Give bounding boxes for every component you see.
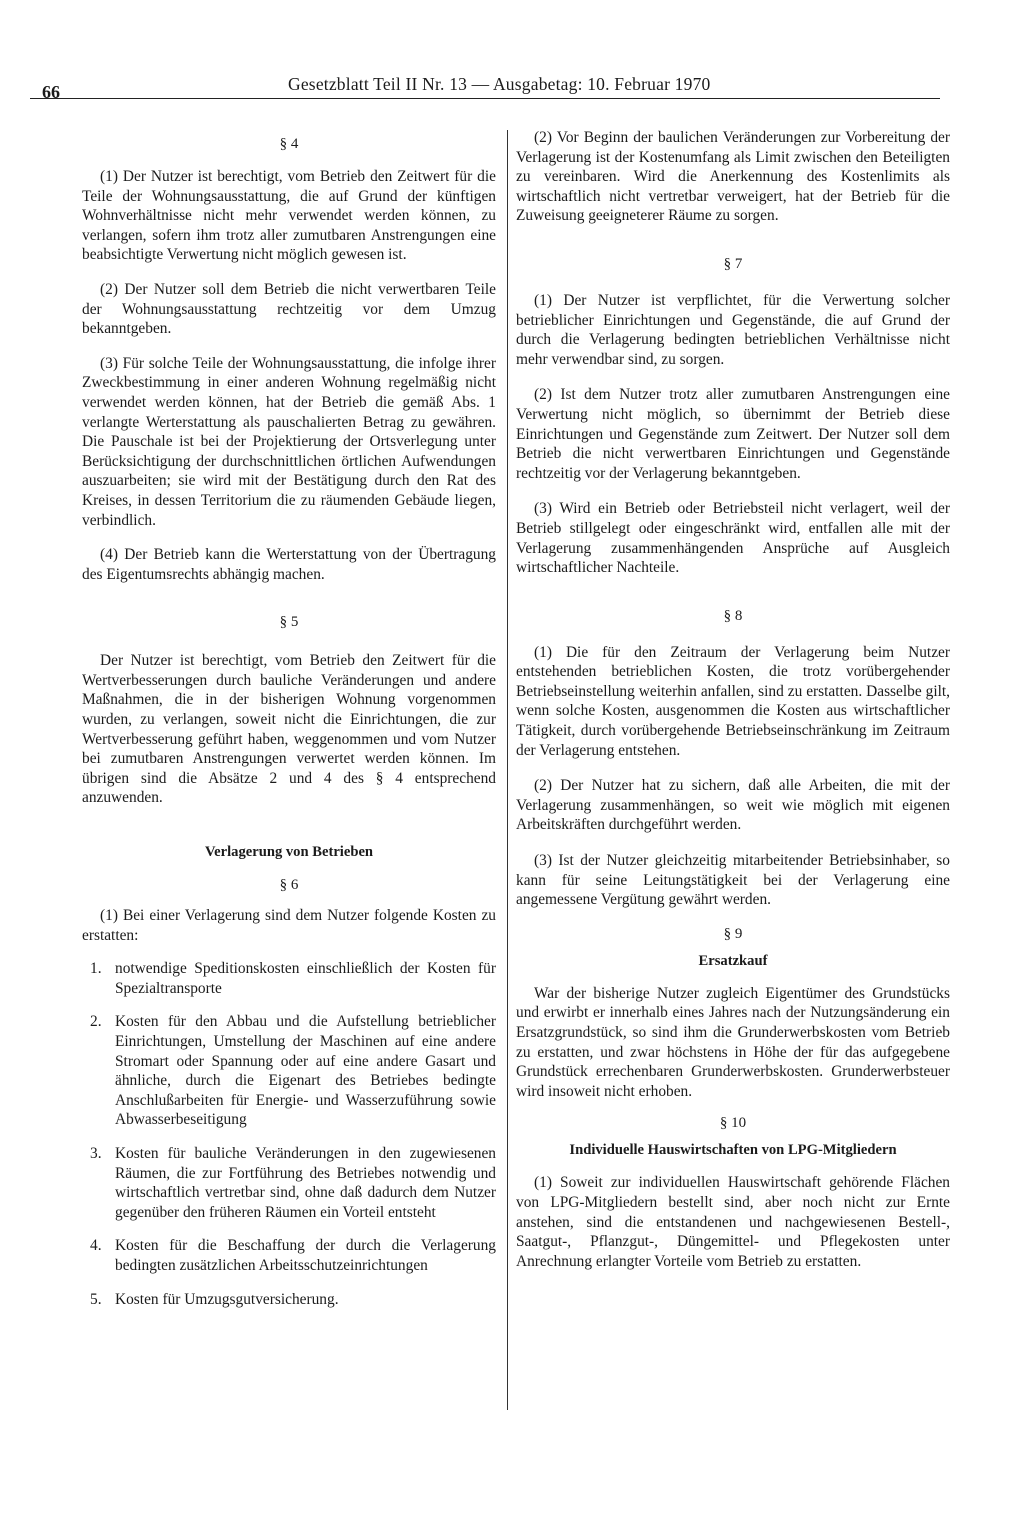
paragraph-4-3: (3) Für solche Teile der Wohnungsausstattung, die infolge ihrer Zweckbestimmung in einer anderen Wohnung regelmäßig nicht verwendet werden können, hat der Betrieb die gemäß Abs. 1 verlangte Werterstattung als pauschalierten Betrag zu gewähren. Die Pauschale ist bei der Projektierung der Ortsverlegung unter Berücksichtigung der durchschnittlichen örtlichen Aufwendungen auszuarbeiten; sie wird mit der Bestätigung durch den Rat des Kreises, in dessen Territorium die zu räumenden Gebäude liegen, verbindlich. bbox=[82, 354, 496, 529]
list-item-number: 2. bbox=[90, 1013, 102, 1031]
paragraph-6-2: (2) Vor Beginn der baulichen Veränderungen zur Vorbereitung der Verlagerung ist der Kostenumfang als Limit zwischen den Beteiligten zu vereinbaren. Wird die Anerkennung des Kostenlimits als wirtschaftlich nicht vertretbar verweigert, hat der Betrieb für die Zuweisung geeigneterer Räume zu sorgen. bbox=[516, 129, 950, 225]
paragraph-8-1: (1) Die für den Zeitraum der Verlagerung beim Nutzer entstehenden betrieblichen Kosten, die trotz vorübergehender Betriebseinstellung weiterhin anfallen, sind zu erstatten. Dasselbe gilt, wenn solche Kosten, ausgenommen die Kosten aus wirtschaftlicher Tätigkeit, durch vorübergehende Betriebseinschränkung im Zeitraum der Verlagerung entstehen. bbox=[516, 643, 950, 759]
section-heading-4: § 4 bbox=[279, 136, 299, 152]
page-header bbox=[30, 72, 940, 102]
list-item bbox=[82, 1290, 496, 1310]
section-heading-10: § 10 bbox=[719, 1115, 747, 1132]
section-heading-5: § 5 bbox=[279, 614, 299, 631]
section-heading-7: § 7 bbox=[723, 255, 743, 272]
paragraph-9-1: War der bisherige Nutzer zugleich Eigentümer des Grundstücks und erwirbt er innerhalb eines Jahres nach der Nutzungsänderung ein Ersatzgrundstück, so sind ihm die Grunderwerbskosten vom Betrieb zu erstatten, und zwar höchstens in Höhe der für das aufgegebene Grundstück errechenbaren Grunderwerbskosten. Grunderwerbsteuer wird insoweit nicht erhoben. bbox=[516, 984, 950, 1100]
header-rule bbox=[30, 98, 940, 99]
list-item-number: 5. bbox=[90, 1290, 102, 1308]
list-item bbox=[82, 1012, 496, 1130]
list-item-number: 1. bbox=[90, 960, 102, 978]
paragraph-4-4: (4) Der Betrieb kann die Werterstattung von der Übertragung des Eigentumsrechts abhängig machen. bbox=[82, 546, 496, 583]
paragraph-7-3: (3) Wird ein Betrieb oder Betriebsteil nicht verlagert, weil der Betrieb stillgelegt oder eingeschränkt wird, entfallen alle mit der Verlagerung zusammenhängenden Ansprüche auf Ausgleich wirtschaftlicher Nachteile. bbox=[516, 500, 950, 577]
paragraph-7-2: (2) Ist dem Nutzer trotz aller zumutbaren Anstrengungen eine Verwertung nicht möglich, so übernimmt der Betrieb diese Einrichtungen und Gegenstände zum Zeitwert. Der Nutzer soll dem Betrieb die nicht verwertbaren Einrichtungen und Gegenstände rechtzeitig vor der Verlagerung bekanntgeben. bbox=[516, 386, 950, 482]
list-item-text: Kosten für Umzugsgutversicherung. bbox=[115, 1290, 339, 1308]
header-title: Gesetzblatt Teil II Nr. 13 — Ausgabetag: 10. Februar 1970 bbox=[288, 74, 711, 94]
paragraph-4-2: (2) Der Nutzer soll dem Betrieb die nicht verwertbaren Teile der Wohnungsausstattung rechtzeitig vor dem Umzug bekanntgeben. bbox=[82, 280, 496, 338]
list-item bbox=[82, 1236, 496, 1275]
paragraph-5-1: Der Nutzer ist berechtigt, vom Betrieb den Zeitwert für die Wertverbesserungen durch bauliche Veränderungen und andere Maßnahmen, die in der bisherigen Wohnung vorgenommen wurden, zu verlangen, soweit nicht die Einrichtungen, die zur Wertverbesserung geführt haben, weggenommen und vom Nutzer bei zumutbaren Anstrengungen verwertet werden können. Im übrigen sind die Absätze 2 und 4 des § 4 entsprechend anzuwenden. bbox=[82, 652, 496, 807]
section-heading-8: § 8 bbox=[723, 607, 743, 624]
column-divider bbox=[507, 130, 508, 1410]
list-item-text: notwendige Speditionskosten einschließlich der Kosten für Spezialtransporte bbox=[115, 960, 496, 997]
section-heading-9: § 9 bbox=[723, 925, 743, 942]
list-item bbox=[82, 1144, 496, 1222]
left-column bbox=[82, 128, 496, 1309]
list-item-text: Kosten für den Abbau und die Aufstellung betrieblicher Einrichtungen, Umstellung der Maschinen auf eine andere Stromart oder Spannung oder auf eine andere Gasart und ähnliche, durch die Eigenart des Betriebes bedingte Anschlußarbeiten für Energie- und Wasserzuführung sowie Abwasserbeseitigung bbox=[115, 1013, 496, 1129]
paragraph-8-3: (3) Ist der Nutzer gleichzeitig mitarbeitender Betriebsinhaber, so kann für seine Leitungstätigkeit bei der Verlagerung eine angemessene Vergütung gewährt werden. bbox=[516, 852, 950, 909]
paragraph-8-2: (2) Der Nutzer hat zu sichern, daß alle Arbeiten, die mit der Verlagerung zusammenhängen, so weit wie möglich mit eigenen Arbeitskräften durchgeführt werden. bbox=[516, 777, 950, 834]
list-item-number: 4. bbox=[90, 1237, 102, 1255]
list-item-text: Kosten für bauliche Veränderungen in den zugewiesenen Räumen, die zur Fortführung des Betriebes notwendig und wirtschaftlich vertretbar sind, ohne daß dadurch dem Nutzer gegenüber den früheren Räumen ein Vorteil entsteht bbox=[115, 1144, 496, 1221]
paragraph-10-1: (1) Soweit zur individuellen Hauswirtschaft gehörende Flächen von LPG-Mitgliedern bestellt sind, aber noch nicht zur Ernte anstehen, sind die entstandenen und nachgewiesenen Bestell-, Saatgut-, Pflanzgut-, Düngemittel- und Pflegekosten unter Anrechnung erlangter Vorteile vom Betrieb zu erstatten. bbox=[516, 1174, 950, 1270]
section-heading-6: § 6 bbox=[279, 877, 299, 894]
page-number: 66 bbox=[42, 82, 60, 102]
paragraph-7-1: (1) Der Nutzer ist verpflichtet, für die Verwertung solcher betrieblicher Einrichtungen und Gegenstände, die auf Grund der durch die Verlagerung bedingten betrieblichen Verhältnisse nicht mehr verwendbar sind, zu sorgen. bbox=[516, 291, 950, 368]
right-column bbox=[516, 128, 950, 1271]
list-item-text: Kosten für die Beschaffung der durch die Verlagerung bedingten zusätzlichen Arbeitsschutzeinrichtungen bbox=[115, 1237, 496, 1274]
subheading-lpg: Individuelle Hauswirtschaften von LPG-Mitgliedern bbox=[569, 1142, 897, 1159]
paragraph-6-1: (1) Bei einer Verlagerung sind dem Nutzer folgende Kosten zu erstatten: bbox=[82, 907, 496, 944]
list-item bbox=[82, 959, 496, 998]
subheading-ersatzkauf: Ersatzkauf bbox=[698, 952, 768, 969]
list-item-number: 3. bbox=[90, 1144, 102, 1162]
subheading-verlagerung: Verlagerung von Betrieben bbox=[204, 844, 374, 861]
cost-list bbox=[82, 959, 496, 1309]
paragraph-4-1: (1) Der Nutzer ist berechtigt, vom Betrieb den Zeitwert für die Teile der Wohnungsausstattung, die auf Grund der künftigen Wohnverhältnisse nicht mehr verwendet werden können, zu verlangen, sofern ihm trotz aller zumutbaren Anstrengungen eine beabsichtigte Verwertung nicht möglich gewesen ist. bbox=[82, 168, 496, 264]
